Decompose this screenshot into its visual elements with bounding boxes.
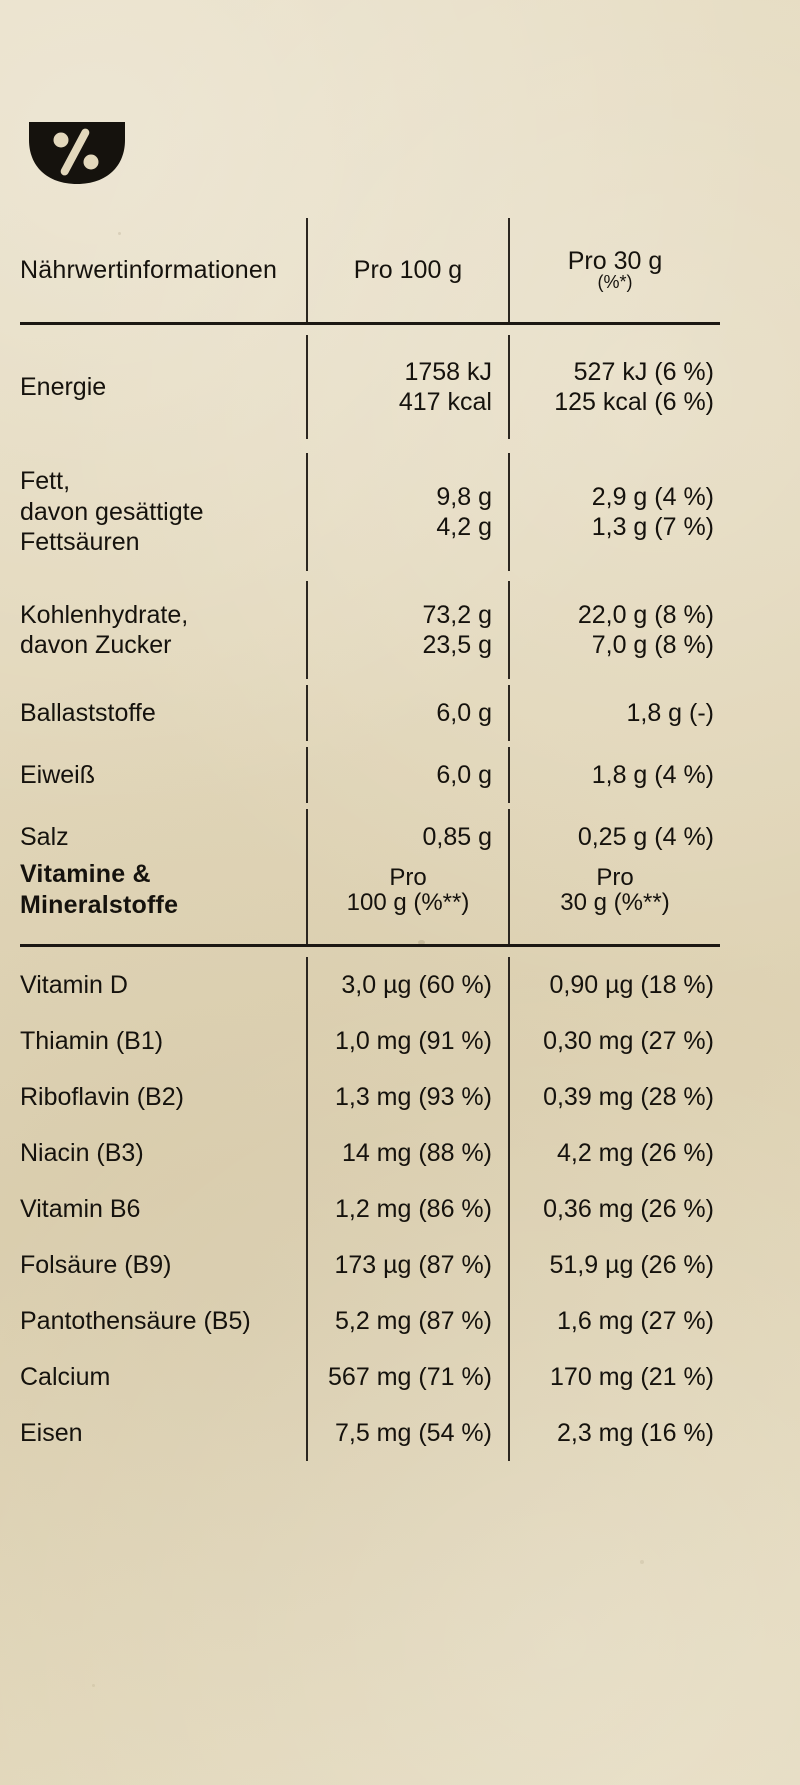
row-label [20, 1181, 306, 1237]
header-cell-name-line: Vitamine & [20, 859, 151, 888]
row-value-line: 23,5 g [422, 631, 492, 659]
row-value-line: 14 mg (88 %) [341, 1138, 492, 1167]
row-value-per-100g [306, 581, 508, 679]
header-cell-per-100g [306, 836, 508, 944]
table-row [20, 335, 720, 439]
row-label-line: Energie [20, 372, 107, 401]
table-header-row [20, 836, 720, 944]
header-cell-line: 100 g (%**) [346, 889, 470, 916]
row-label [20, 685, 306, 741]
row-label-line: Thiamin (B1) [20, 1026, 164, 1055]
row-value-line: 7,0 g (8 %) [591, 631, 714, 659]
row-value-per-100g [306, 1405, 508, 1461]
row-value-per-100g [306, 685, 508, 741]
row-value-per-30g [508, 453, 720, 571]
row-value-per-100g [306, 1293, 508, 1349]
row-value-line: 6,0 g [436, 698, 492, 727]
header-cell-line: 30 g (%**) [560, 889, 670, 916]
row-value-per-100g [306, 1181, 508, 1237]
table-row [20, 1405, 720, 1461]
row-value-line: 0,36 mg (26 %) [543, 1194, 714, 1223]
row-value-per-100g [306, 453, 508, 571]
header-cell-name: Nährwertinformationen [20, 255, 278, 284]
table-row [20, 1237, 720, 1293]
table-row [20, 685, 720, 741]
row-value-per-30g [508, 1293, 720, 1349]
row-label [20, 1013, 306, 1069]
header-cell-name [20, 836, 306, 944]
row-value-per-30g [508, 335, 720, 439]
row-value-per-30g [508, 1349, 720, 1405]
label-content [20, 0, 720, 1785]
row-value-line: 7,5 mg (54 %) [334, 1418, 492, 1447]
row-label [20, 1349, 306, 1405]
row-value-line: 9,8 g [436, 482, 492, 511]
row-value-line: 1,3 mg (93 %) [334, 1082, 492, 1111]
row-value-per-100g [306, 1349, 508, 1405]
row-label-line: Ballaststoffe [20, 698, 156, 727]
row-value-line: 1,3 g (7 %) [591, 513, 714, 541]
row-value-per-30g [508, 1405, 720, 1461]
row-value-line: 173 µg (87 %) [334, 1250, 492, 1279]
table-row [20, 581, 720, 679]
row-label [20, 1405, 306, 1461]
header-cell-line: Pro [389, 863, 427, 891]
row-value-line: 1,8 g (4 %) [591, 760, 714, 789]
header-cell-per-30g-sub: (%*) [597, 271, 633, 292]
row-value-line: 0,90 µg (18 %) [549, 970, 714, 999]
row-label-line: Fett, [20, 467, 71, 496]
row-label [20, 1293, 306, 1349]
nutrition-information-table [20, 218, 720, 883]
row-value-line: 1,8 g (-) [626, 698, 714, 727]
row-label-line: Vitamin B6 [20, 1194, 141, 1223]
row-value-line: 1,2 mg (86 %) [334, 1194, 492, 1223]
table-row [20, 747, 720, 803]
row-label-line: Niacin (B3) [20, 1138, 144, 1167]
table-row [20, 1069, 720, 1125]
row-value-line: 4,2 mg (26 %) [556, 1138, 714, 1167]
row-label-line: Kohlenhydrate, [20, 600, 189, 629]
row-value-line: 22,0 g (8 %) [577, 600, 714, 629]
row-value-per-100g [306, 335, 508, 439]
row-value-per-100g [306, 1125, 508, 1181]
row-value-per-30g [508, 957, 720, 1013]
row-value-line: 0,39 mg (28 %) [543, 1082, 714, 1111]
row-label [20, 1237, 306, 1293]
header-cell-line: Pro [596, 863, 634, 891]
header-cell-name-line: Mineralstoffe [20, 891, 179, 919]
bowl-percent-icon [25, 110, 129, 188]
row-label [20, 453, 306, 571]
row-label-line: Pantothensäure (B5) [20, 1306, 251, 1335]
row-label-line: Eisen [20, 1418, 83, 1447]
row-value-per-30g [508, 1181, 720, 1237]
row-value-per-30g [508, 747, 720, 803]
row-label-line: davon gesättigte [20, 497, 204, 526]
row-value-line: 0,85 g [422, 822, 492, 851]
table-header-row [20, 218, 720, 322]
row-label-line: Fettsäuren [20, 528, 140, 557]
row-value-line: 2,3 mg (16 %) [556, 1418, 714, 1447]
row-value-line: 0,25 g (4 %) [577, 822, 714, 851]
row-value-per-100g [306, 747, 508, 803]
row-value-line: 5,2 mg (87 %) [334, 1306, 492, 1335]
row-value-per-30g [508, 1125, 720, 1181]
header-cell-per-30g [508, 836, 720, 944]
row-value-line: 125 kcal (6 %) [554, 388, 714, 416]
table-row [20, 957, 720, 1013]
table-row [20, 1013, 720, 1069]
row-value-line: 1,6 mg (27 %) [556, 1306, 714, 1335]
row-value-line: 3,0 µg (60 %) [341, 970, 492, 999]
vitamins-minerals-table [20, 836, 720, 1461]
table-row [20, 1125, 720, 1181]
row-value-line: 1758 kJ [404, 357, 492, 386]
header-cell-per-30g [508, 218, 720, 322]
row-value-line: 1,0 mg (91 %) [334, 1026, 492, 1055]
row-label [20, 747, 306, 803]
row-value-per-30g [508, 1013, 720, 1069]
header-cell-per-30g-main: Pro 30 g [567, 247, 663, 276]
row-value-line: 4,2 g [436, 513, 492, 541]
row-value-line: 170 mg (21 %) [550, 1362, 714, 1391]
row-value-line: 73,2 g [422, 600, 492, 629]
row-label-line: Eiweiß [20, 760, 96, 789]
row-label [20, 1125, 306, 1181]
row-value-line: 51,9 µg (26 %) [549, 1250, 714, 1279]
row-value-line: 567 mg (71 %) [328, 1362, 492, 1391]
table-row [20, 1181, 720, 1237]
row-value-per-100g [306, 1069, 508, 1125]
row-label-line: davon Zucker [20, 631, 172, 659]
row-value-per-30g [508, 581, 720, 679]
row-label-line: Vitamin D [20, 970, 128, 999]
row-value-line: 2,9 g (4 %) [591, 482, 714, 511]
row-value-per-100g [306, 1237, 508, 1293]
row-value-line: 527 kJ (6 %) [573, 357, 714, 386]
row-label-line: Riboflavin (B2) [20, 1082, 184, 1111]
row-value-per-30g [508, 1237, 720, 1293]
table-row [20, 453, 720, 571]
row-label-line: Calcium [20, 1362, 111, 1391]
row-label [20, 1069, 306, 1125]
row-value-per-100g [306, 1013, 508, 1069]
row-value-per-100g [306, 957, 508, 1013]
row-label-line: Salz [20, 822, 69, 851]
row-value-line: 6,0 g [436, 760, 492, 789]
table-row [20, 1349, 720, 1405]
row-label [20, 335, 306, 439]
row-value-per-30g [508, 1069, 720, 1125]
header-cell-per-100g: Pro 100 g [306, 218, 508, 322]
row-label-line: Folsäure (B9) [20, 1250, 172, 1279]
row-label [20, 581, 306, 679]
row-value-per-30g [508, 685, 720, 741]
row-label [20, 957, 306, 1013]
table-row [20, 1293, 720, 1349]
row-value-line: 417 kcal [398, 388, 492, 416]
row-value-line: 0,30 mg (27 %) [543, 1026, 714, 1055]
